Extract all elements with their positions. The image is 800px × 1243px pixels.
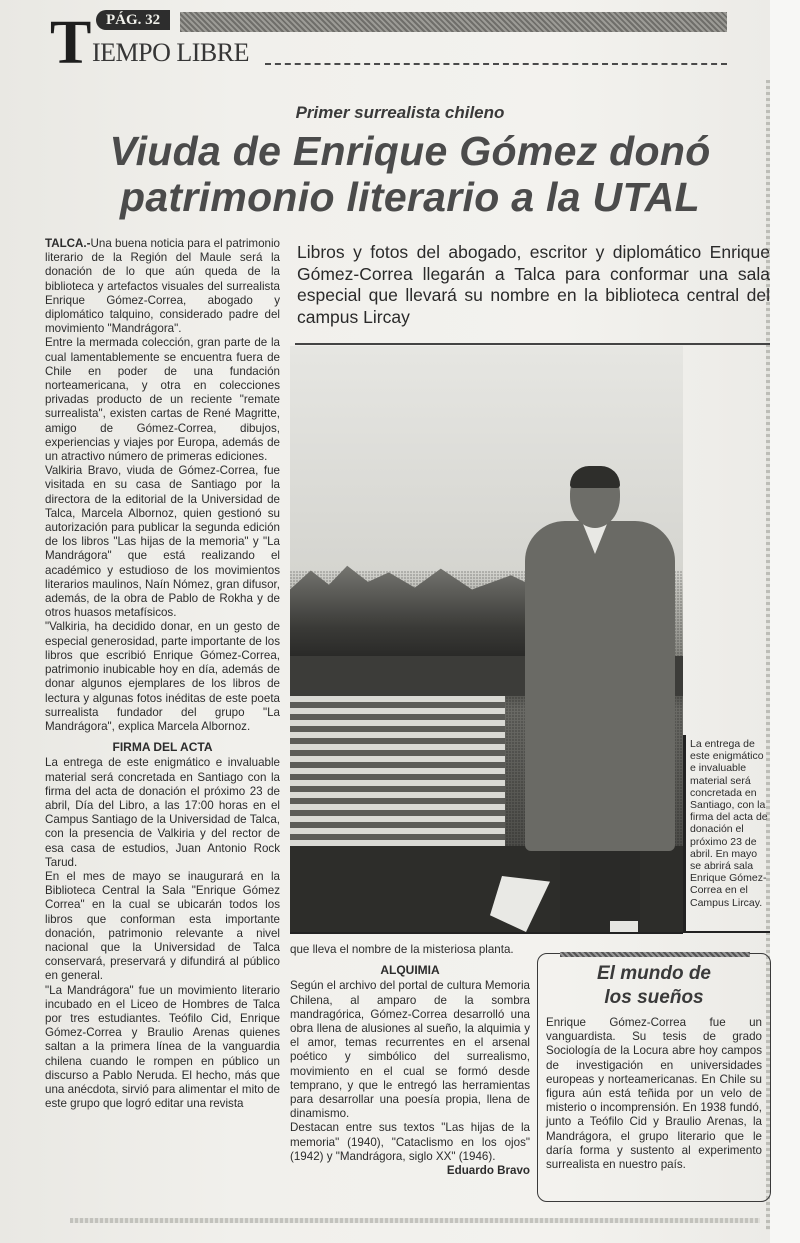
sidebar-body: Enrique Gómez-Correa fue un vanguardista. Su tesis de grado Sociología de la Locura abre hoy campos de investigación en universidades europeas y norteamericanas. En Chile su figura aún está teñida por un velo de misterio o incomprensión. En 1938 fundó, junto a Teófilo Cid y Braulio Arenas, la Mandrágora, el grupo literario que le daría forma y sustento al experimento surrealista en nuestro país.: [546, 1016, 762, 1172]
photo-trees: [290, 561, 550, 656]
sidebar-title-line-2: los sueños: [604, 987, 704, 1008]
page-margin: [770, 0, 800, 1243]
subhead-firma: FIRMA DEL ACTA: [112, 740, 213, 755]
header-pattern-bar: [180, 12, 727, 32]
article-headline: [60, 128, 760, 220]
page-number-badge: PÁG. 32: [96, 10, 170, 30]
photo-caption: La entrega de este enigmático e invaluable material será concretada en Santiago, con la firma del acta de donación el próximo 23 de abril. En mayo se abrirá sala Enrique Gómez-Correa en el Campus Lircay.: [690, 738, 768, 909]
sidebar-title-line-1: El mundo de: [597, 963, 711, 984]
dateline: TALCA.-: [45, 237, 91, 250]
section-initial: T: [50, 9, 92, 77]
body-paragraph: En el mes de mayo se inaugurará en la Biblioteca Central la Sala "Enrique Gómez Correa" en la cual se ubicarán todos los libros que conforman esta importante donación, patrimonio relevante a nivel nacional que la Universidad de Talca conservará, preservará y difundirá al público en general.: [45, 869, 280, 983]
bottom-rule: [70, 1218, 760, 1223]
sidebar-pattern-stripe: [560, 952, 750, 957]
headline-line-2: patrimonio literario a la UTAL: [119, 174, 701, 220]
caption-rule: [683, 931, 770, 933]
subhead-alquimia: ALQUIMIA: [380, 963, 440, 978]
headline-line-1: Viuda de Enrique Gómez donó: [109, 128, 711, 174]
lead-paragraph: TALCA.-Una buena noticia para el patrimonio literario de la Región del Maule será la donación de lo que aún queda de la biblioteca y artefactos visuales del surrealista Enrique Gómez-Correa, abogado y diplomático talquino, considerado padre del movimiento "Mandrágora".: [45, 237, 281, 336]
section-title: IEMPO LIBRE: [92, 38, 249, 67]
author-byline: Eduardo Bravo: [446, 1164, 530, 1178]
section-rule: [265, 63, 727, 65]
left-column: [45, 237, 280, 1111]
body-paragraph: Valkiria Bravo, viuda de Gómez-Correa, fue visitada en su casa de Santiago por la directora de la editorial de la Universidad de Talca, Marcela Albornoz, quien gestionó su autorización para publicar la segunda edición de los libros "Las hijas de la memoria" y "La Mandrágora" que está realizando el académico y estudioso de los movimientos literarios maulinos, Naín Nómez, gran difusor, además, de la obra de Pablo de Rokha y de otros huasos metafísicos.: [45, 464, 280, 620]
article-photo: [290, 346, 683, 932]
middle-column: [290, 943, 530, 1178]
photo-bench: [290, 696, 505, 856]
article-deck: Libros y fotos del abogado, escritor y diplomático Enrique Gómez-Correa llegarán a Talca para conformar una sala especial que llevará su nombre en la biblioteca central del campus Lircay: [297, 242, 770, 327]
caption-bar: [683, 735, 686, 931]
body-paragraph: Destacan entre sus textos "Las hijas de la memoria" (1940), "Cataclismo en los ojos" (1942) y "Mandrágora, siglo XX" (1946).: [290, 1121, 530, 1163]
figure-legs: [560, 851, 640, 932]
article-kicker: Primer surrealista chileno: [295, 103, 505, 122]
figure-coat: [525, 521, 675, 851]
body-paragraph: Según el archivo del portal de cultura Memoria Chilena, al amparo de la sombra mandragórica, Gómez-Correa desarrolló una obra llena de alusiones al sueño, la alquimia y el amor, temas recurrentes en el arsenal poético y simbólico del surrealismo, movimiento en el cual se formó desde temprano, y que le entregó las herramientas para desarrollar una poesía propia, llena de dinamismo.: [290, 979, 530, 1121]
figure-shoe: [610, 921, 638, 932]
deck-rule: [295, 343, 770, 345]
photo-rule: [290, 932, 683, 934]
body-paragraph: "Valkiria, ha decidido donar, en un gesto de especial generosidad, parte importante de los libros que escribió Enrique Gómez-Correa, patrimonio inubicable hoy en día, además de donar algunos ejemplares de los libros de lectura y algunas fotos inéditas de este poeta surrealista fundador del grupo "La Mandrágora", explica Marcela Albornoz.: [45, 620, 280, 733]
body-paragraph: "La Mandrágora" fue un movimiento literario incubado en el Liceo de Hombres de Talca por tres estudiantes. Teófilo Cid, Enrique Gómez-Correa y Braulio Arenas quienes saltan a la primera línea de la vanguardia chilena cuando le rompen en público un discurso a Pablo Neruda. El hecho, más que una anécdota, sirvió para alimentar el mito de este grupo que logró editar una revista: [45, 983, 280, 1111]
sidebar-box: [537, 953, 771, 1202]
body-paragraph: La entrega de este enigmático e invaluable material será concretada en Santiago con la firma del acta de donación el próximo 23 de abril, Día del Libro, a las 17:00 horas en el Campus Santiago de la Universidad de Talca, con la presencia de Valkiria y del rector de esa casa de estudios, Juan Antonio Rock Tarud.: [45, 756, 280, 869]
sidebar-title: [538, 962, 770, 1010]
photo-portrait-figure: [525, 466, 675, 932]
figure-hair: [570, 466, 620, 488]
continuation-text: que lleva el nombre de la misteriosa planta.: [290, 943, 514, 956]
body-paragraph: Entre la mermada colección, gran parte de la cual lamentablemente se encuentra fuera de Chile en poder de una fundación norteamericana, y otra en colecciones privadas producto de un reciente "remate surrealista", existen cartas de René Magritte, amigo de Gómez-Correa, dibujos, experiencias y viajes por Europa, además de un atractivo número de primeras ediciones.: [45, 336, 280, 464]
